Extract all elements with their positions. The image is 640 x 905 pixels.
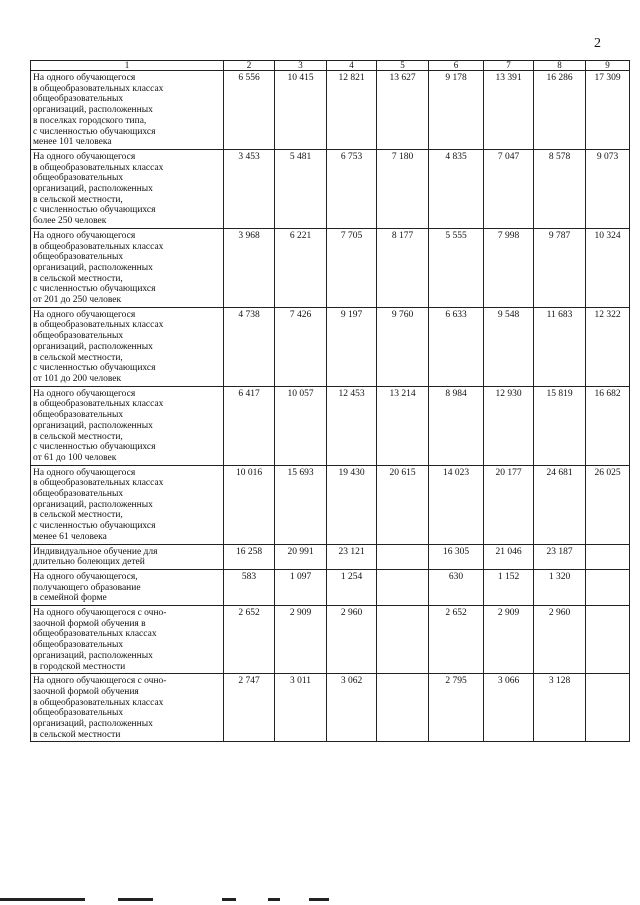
value-cell: 10 415 (275, 71, 327, 150)
row-label (31, 465, 224, 544)
value-cell (377, 569, 429, 605)
value-cell: 9 197 (327, 307, 377, 386)
value-cell: 9 787 (534, 228, 586, 307)
value-cell: 2 747 (224, 674, 275, 742)
value-cell: 16 258 (224, 544, 275, 569)
value-cell: 7 047 (484, 149, 534, 228)
value-cell: 10 016 (224, 465, 275, 544)
value-cell: 16 305 (429, 544, 484, 569)
row-label-line: общеобразовательных (33, 489, 124, 500)
value-cell: 6 753 (327, 149, 377, 228)
row-label-line: в городской местности (33, 661, 126, 672)
row-label-line: заочной формой обучения (33, 686, 139, 697)
row-label-line: в общеобразовательных классах (33, 241, 164, 252)
row-label-line: в сельской местности, (33, 194, 123, 205)
row-label-line: организаций, расположенных (33, 105, 153, 116)
value-cell: 19 430 (327, 465, 377, 544)
value-cell: 12 821 (327, 71, 377, 150)
row-label-line: в сельской местности, (33, 431, 123, 442)
row-label-line: общеобразовательных (33, 252, 124, 263)
row-label-line: с численностью обучающихся (33, 205, 156, 216)
table-row (31, 465, 630, 544)
value-cell: 8 177 (377, 228, 429, 307)
table-row (31, 386, 630, 465)
value-cell: 2 795 (429, 674, 484, 742)
row-label-line: общеобразовательных классах (33, 629, 157, 640)
row-label-line: с численностью обучающихся (33, 363, 156, 374)
value-cell: 20 177 (484, 465, 534, 544)
row-label-line: в общеобразовательных классах (33, 162, 164, 173)
row-label-line: в семейной форме (33, 593, 107, 604)
row-label-line: организаций, расположенных (33, 341, 153, 352)
row-label-line: с численностью обучающихся (33, 126, 156, 137)
row-label-line: общеобразовательных (33, 708, 124, 719)
row-label (31, 606, 224, 674)
table-row (31, 228, 630, 307)
value-cell: 8 984 (429, 386, 484, 465)
value-cell: 3 968 (224, 228, 275, 307)
value-cell: 3 062 (327, 674, 377, 742)
value-cell: 4 835 (429, 149, 484, 228)
value-cell: 12 322 (586, 307, 630, 386)
value-cell (377, 674, 429, 742)
value-cell: 630 (429, 569, 484, 605)
row-label-line: На одного обучающегося с очно- (33, 608, 167, 619)
row-label-line: организаций, расположенных (33, 420, 153, 431)
value-cell: 2 960 (534, 606, 586, 674)
value-cell: 17 309 (586, 71, 630, 150)
row-label-line: заочной формой обучения в (33, 618, 146, 629)
row-label (31, 544, 224, 569)
value-cell: 9 073 (586, 149, 630, 228)
row-label-line: организаций, расположенных (33, 650, 153, 661)
value-cell: 7 705 (327, 228, 377, 307)
value-cell: 1 152 (484, 569, 534, 605)
value-cell: 12 930 (484, 386, 534, 465)
value-cell: 23 121 (327, 544, 377, 569)
row-label-line: общеобразовательных (33, 331, 124, 342)
table-header-row (31, 61, 630, 71)
table-row (31, 71, 630, 150)
value-cell: 3 128 (534, 674, 586, 742)
value-cell: 15 819 (534, 386, 586, 465)
value-cell (377, 544, 429, 569)
value-cell (586, 606, 630, 674)
value-cell: 6 556 (224, 71, 275, 150)
value-cell: 2 960 (327, 606, 377, 674)
row-label-line: с численностью обучающихся (33, 284, 156, 295)
footer-mark (118, 898, 153, 901)
row-label-line: в сельской местности, (33, 510, 123, 521)
column-header: 3 (275, 61, 327, 71)
value-cell: 9 760 (377, 307, 429, 386)
value-cell: 16 286 (534, 71, 586, 150)
row-label-line: На одного обучающегося (33, 467, 136, 478)
value-cell: 9 548 (484, 307, 534, 386)
row-label-line: менее 101 человека (33, 137, 112, 148)
value-cell: 6 221 (275, 228, 327, 307)
footer-mark (222, 898, 236, 901)
footer-mark (0, 898, 85, 901)
row-label-line: получающего образование (33, 582, 141, 593)
value-cell: 2 909 (484, 606, 534, 674)
row-label (31, 149, 224, 228)
value-cell: 10 057 (275, 386, 327, 465)
value-cell: 24 681 (534, 465, 586, 544)
row-label (31, 228, 224, 307)
page-number: 2 (594, 36, 601, 51)
column-header: 8 (534, 61, 586, 71)
value-cell: 2 909 (275, 606, 327, 674)
row-label-line: более 250 человек (33, 216, 107, 227)
column-header: 7 (484, 61, 534, 71)
value-cell: 1 320 (534, 569, 586, 605)
value-cell: 4 738 (224, 307, 275, 386)
row-label (31, 307, 224, 386)
value-cell: 13 391 (484, 71, 534, 150)
table-row (31, 569, 630, 605)
row-label-line: организаций, расположенных (33, 719, 153, 730)
row-label-line: На одного обучающегося (33, 388, 136, 399)
row-label-line: менее 61 человека (33, 531, 107, 542)
row-label-line: с численностью обучающихся (33, 521, 156, 532)
value-cell: 13 214 (377, 386, 429, 465)
row-label-line: организаций, расположенных (33, 499, 153, 510)
row-label-line: от 61 до 100 человек (33, 452, 117, 463)
value-cell: 2 652 (224, 606, 275, 674)
row-label (31, 71, 224, 150)
row-label-line: в общеобразовательных классах (33, 478, 164, 489)
value-cell: 26 025 (586, 465, 630, 544)
row-label-line: в общеобразовательных классах (33, 399, 164, 410)
value-cell: 3 453 (224, 149, 275, 228)
value-cell: 8 578 (534, 149, 586, 228)
value-cell: 23 187 (534, 544, 586, 569)
footer-mark (309, 898, 329, 901)
table-row (31, 307, 630, 386)
value-cell (377, 606, 429, 674)
row-label-line: На одного обучающегося (33, 230, 136, 241)
value-cell: 9 178 (429, 71, 484, 150)
value-cell: 7 180 (377, 149, 429, 228)
row-label-line: На одного обучающегося (33, 151, 136, 162)
row-label-line: в общеобразовательных классах (33, 83, 164, 94)
value-cell: 7 998 (484, 228, 534, 307)
row-label (31, 386, 224, 465)
value-cell: 21 046 (484, 544, 534, 569)
column-header: 1 (31, 61, 224, 71)
value-cell: 2 652 (429, 606, 484, 674)
row-label-line: На одного обучающегося с очно- (33, 676, 167, 687)
row-label (31, 569, 224, 605)
value-cell (586, 544, 630, 569)
value-cell (586, 569, 630, 605)
row-label-line: общеобразовательных (33, 94, 124, 105)
value-cell: 1 254 (327, 569, 377, 605)
row-label-line: организаций, расположенных (33, 184, 153, 195)
table-row (31, 674, 630, 742)
value-cell: 10 324 (586, 228, 630, 307)
column-header: 4 (327, 61, 377, 71)
value-cell: 11 683 (534, 307, 586, 386)
value-cell: 3 066 (484, 674, 534, 742)
value-cell: 1 097 (275, 569, 327, 605)
value-cell: 5 481 (275, 149, 327, 228)
value-cell: 12 453 (327, 386, 377, 465)
value-cell: 6 633 (429, 307, 484, 386)
column-header: 5 (377, 61, 429, 71)
column-header: 9 (586, 61, 630, 71)
row-label-line: в поселках городского типа, (33, 115, 147, 126)
row-label-line: общеобразовательных (33, 640, 124, 651)
row-label-line: общеобразовательных (33, 173, 124, 184)
row-label-line: от 201 до 250 человек (33, 295, 122, 306)
table-row (31, 606, 630, 674)
value-cell: 20 615 (377, 465, 429, 544)
value-cell: 14 023 (429, 465, 484, 544)
value-cell: 13 627 (377, 71, 429, 150)
row-label-line: На одного обучающегося, (33, 571, 138, 582)
value-cell: 7 426 (275, 307, 327, 386)
footer-mark (268, 898, 280, 901)
row-label-line: с численностью обучающихся (33, 442, 156, 453)
row-label (31, 674, 224, 742)
row-label-line: в сельской местности (33, 729, 121, 740)
value-cell: 16 682 (586, 386, 630, 465)
row-label-line: от 101 до 200 человек (33, 373, 122, 384)
value-cell: 20 991 (275, 544, 327, 569)
table-row (31, 149, 630, 228)
value-cell: 15 693 (275, 465, 327, 544)
value-cell: 583 (224, 569, 275, 605)
row-label-line: в сельской местности, (33, 352, 123, 363)
row-label-line: в сельской местности, (33, 273, 123, 284)
column-header: 2 (224, 61, 275, 71)
row-label-line: в общеобразовательных классах (33, 697, 164, 708)
row-label-line: в общеобразовательных классах (33, 320, 164, 331)
row-label-line: длительно болеющих детей (33, 557, 145, 568)
row-label-line: Индивидуальное обучение для (33, 546, 158, 557)
data-table (30, 60, 630, 742)
table-row (31, 544, 630, 569)
row-label-line: организаций, расположенных (33, 262, 153, 273)
value-cell: 3 011 (275, 674, 327, 742)
value-cell: 6 417 (224, 386, 275, 465)
value-cell (586, 674, 630, 742)
row-label-line: общеобразовательных (33, 410, 124, 421)
row-label-line: На одного обучающегося (33, 309, 136, 320)
row-label-line: На одного обучающегося (33, 73, 136, 83)
column-header: 6 (429, 61, 484, 71)
value-cell: 5 555 (429, 228, 484, 307)
